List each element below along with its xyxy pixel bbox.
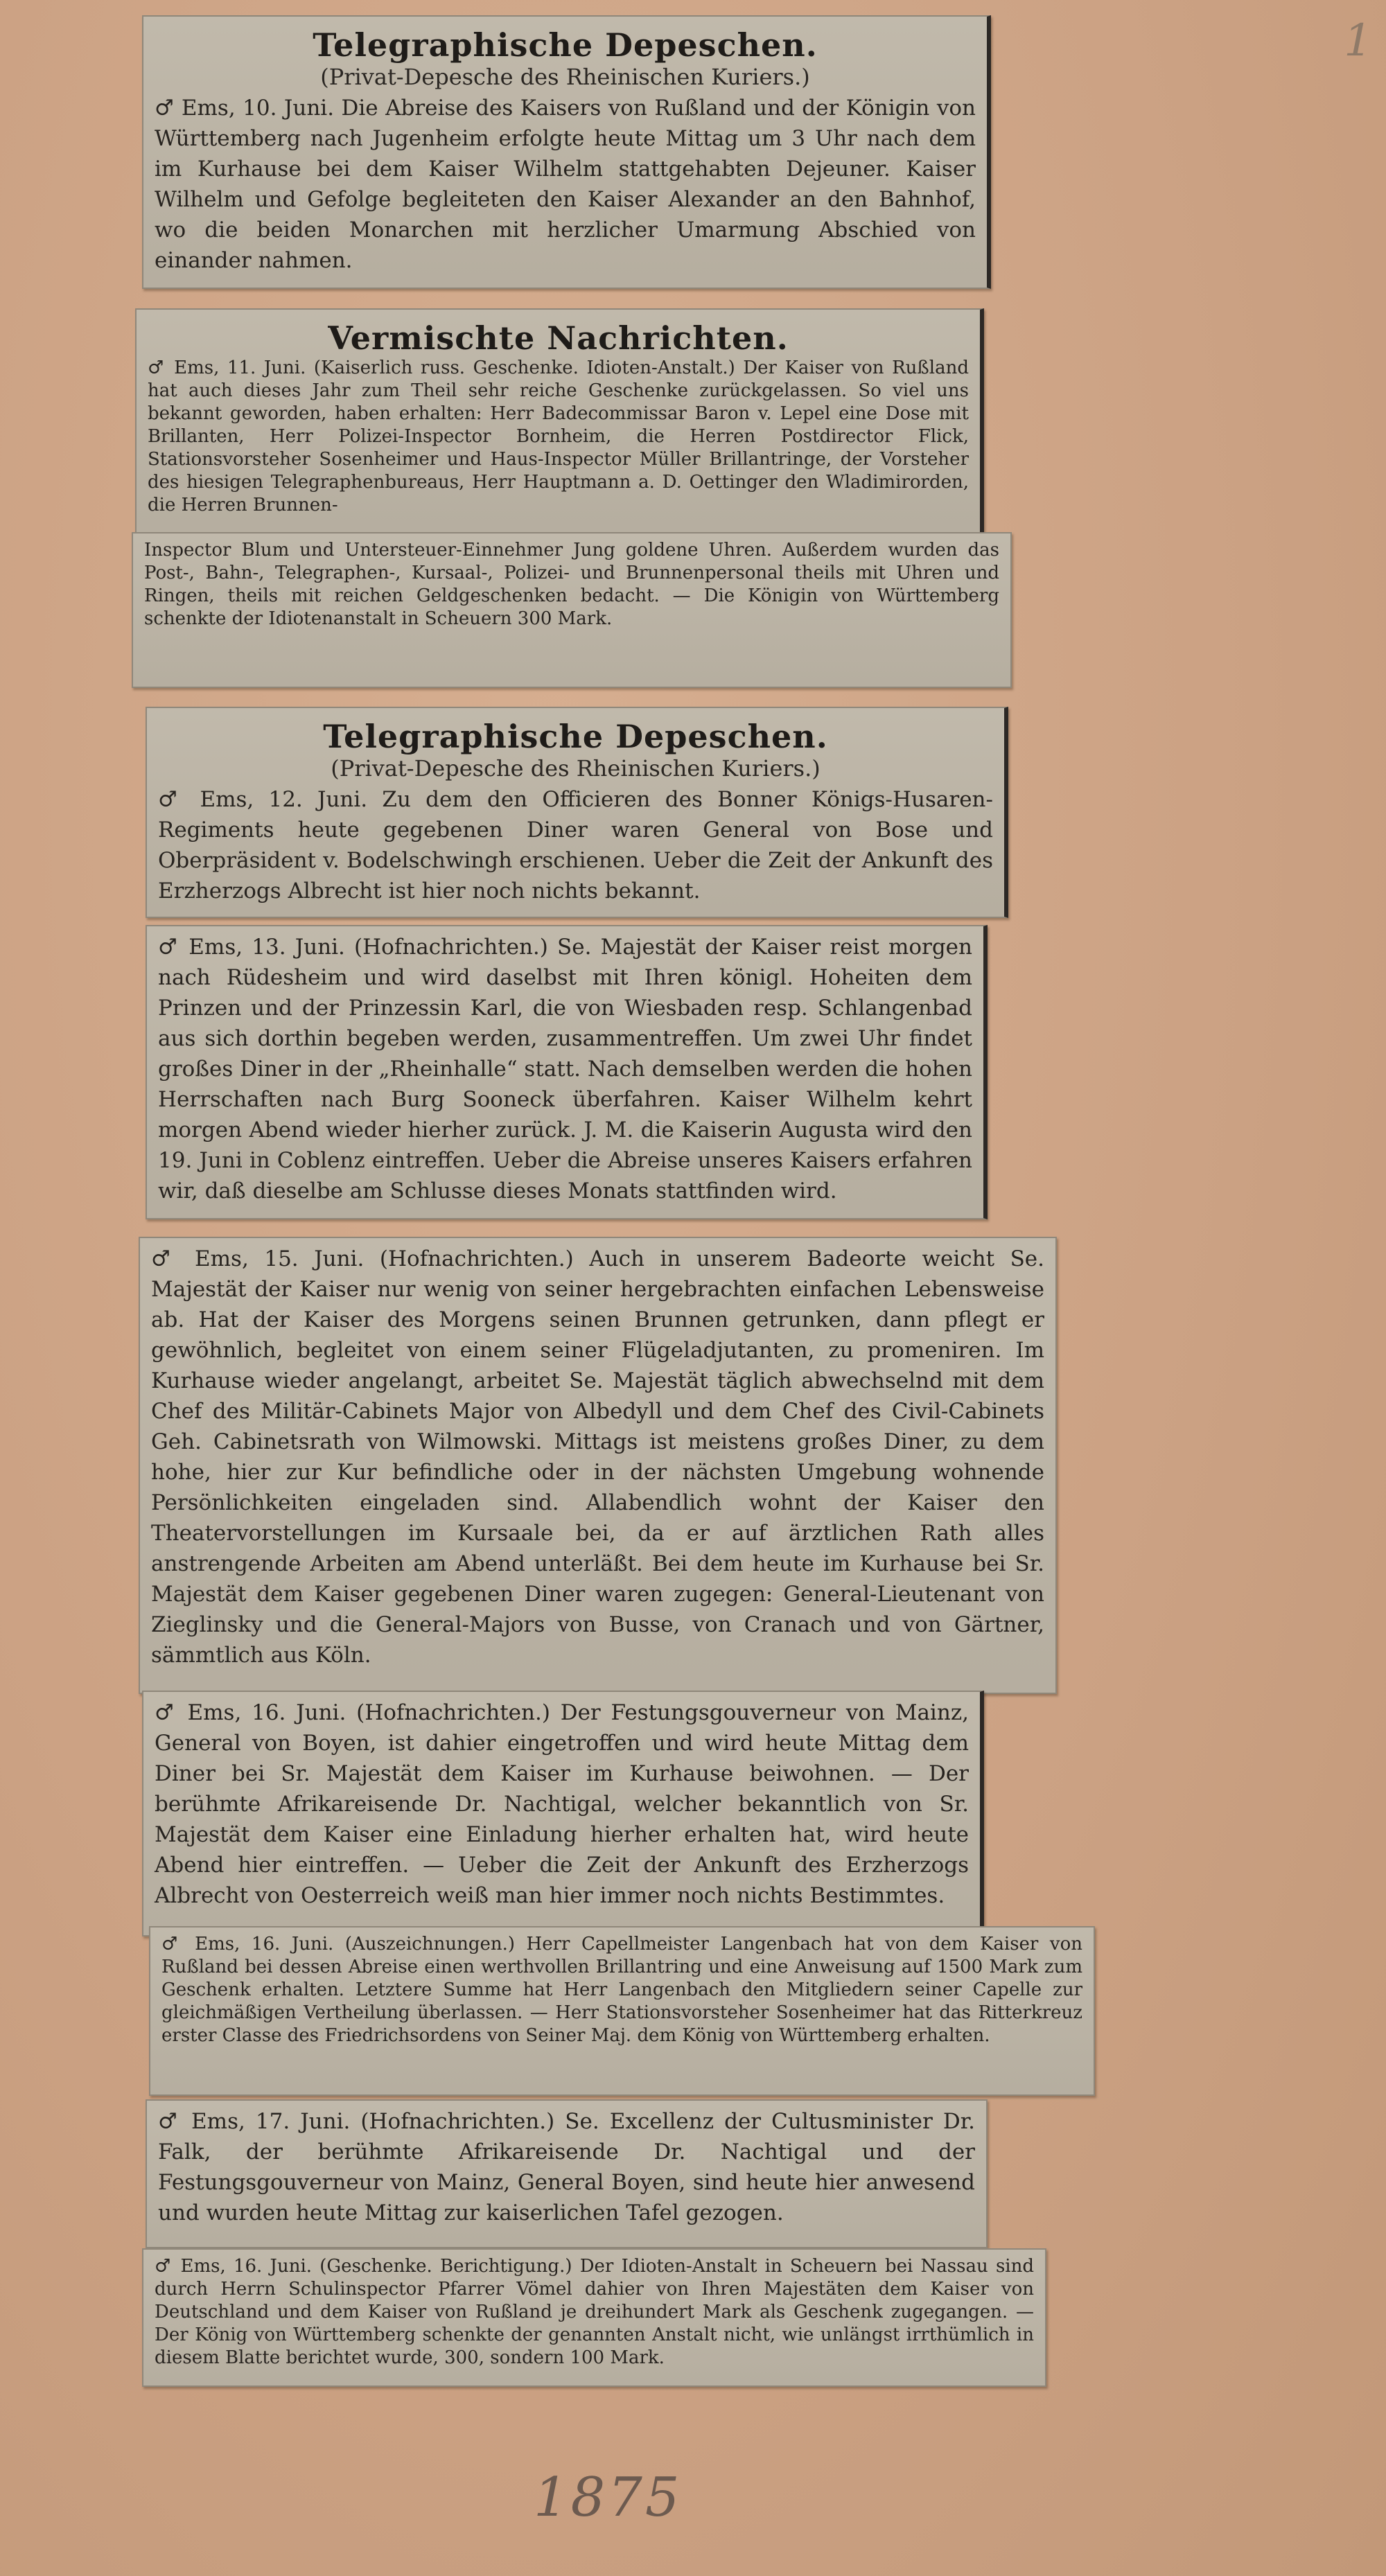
- page-number: 1: [1344, 15, 1372, 67]
- clipping-text: ♂ Ems, 10. Juni. Die Abreise des Kaisers von Rußland und der Königin von Württemberg nach Jugenheim erfolgte heute Mittag um 3 Uhr nach dem im Kurhause bei dem Kaiser Wilhelm stattgehabten Dejeuner. Kaiser Wilhelm und Gefolge begleiteten den Kaiser Alexander an den Bahnhof, wo die beiden Monarchen mit herzlicher Umarmung Abschied von einander nahmen.: [155, 96, 976, 273]
- clipping-text: ♂ Ems, 17. Juni. (Hofnachrichten.) Se. Excellenz der Cultusminister Dr. Falk, der berühmte Afrikareisende Dr. Nachtigal und der Festungsgouverneur von Mainz, General Boyen, sind heute hier anwesend und wurden heute Mittag zur kaiserlichen Tafel gezogen.: [158, 2109, 975, 2225]
- clipping-subheading: (Privat-Depesche des Rheinischen Kuriers.): [320, 64, 810, 90]
- handwritten-year: 1875: [534, 2467, 683, 2529]
- clipping-text: ♂ Ems, 11. Juni. (Kaiserlich russ. Geschenke. Idioten-Anstalt.) Der Kaiser von Rußland hat auch dieses Jahr zum Theil sehr reiche Geschenke zurückgelassen. So viel uns bekannt geworden, haben erhalten: Herr Badecommissar Baron v. Lepel eine Dose mit Brillanten, Herr Polizei-Inspector Bornheim, die Herren Postdirector Flick, Stationsvorsteher Sosenheimer und Haus-Inspector Müller Brillantringe, der Vorsteher des hiesigen Telegraphenbureaus, Herr Hauptmann a. D. Oettinger den Wladimirorden, die Herren Brunnen-: [148, 358, 969, 515]
- news-clipping: [146, 925, 988, 1219]
- news-clipping: [142, 1691, 984, 1937]
- clipping-subheading: (Privat-Depesche des Rheinischen Kuriers.): [331, 755, 821, 782]
- news-clipping: [132, 532, 1012, 688]
- clipping-text: ♂ Ems, 16. Juni. (Auszeichnungen.) Herr Capellmeister Langenbach hat von dem Kaiser von Rußland bei dessen Abreise einen werthvollen Brillantring und eine Anweisung auf 1500 Mark zum Geschenk erhalten. Letztere Summe hat Herr Langenbach den Mitgliedern seiner Capelle zur gleichmäßigen Vertheilung überlassen. — Herr Stationsvorsteher Sosenheimer hat das Ritterkreuz erster Classe des Friedrichsordens von Seiner Maj. dem König von Württemberg erhalten.: [161, 1934, 1082, 2046]
- news-clipping: [142, 2248, 1046, 2387]
- news-clipping: [139, 1237, 1057, 1694]
- news-clipping: [146, 707, 1008, 918]
- clipping-text: Inspector Blum und Untersteuer-Einnehmer Jung goldene Uhren. Außerdem wurden das Post-, Bahn-, Telegraphen-, Kursaal-, Polizei- und Brunnenpersonal theils mit Uhren und Ringen, theils mit reichen Geldgeschenken bedacht. — Die Königin von Württemberg schenkte der Idiotenanstalt in Scheuern 300 Mark.: [144, 540, 999, 629]
- news-clipping: [135, 308, 984, 533]
- news-clipping: [149, 1926, 1095, 2096]
- clipping-heading: Vermischte Nachrichten.: [328, 319, 789, 357]
- news-clipping: [146, 2099, 988, 2248]
- clipping-text: ♂ Ems, 16. Juni. (Geschenke. Berichtigung.) Der Idioten-Anstalt in Scheuern bei Nassau sind durch Herrn Schulinspector Pfarrer Vömel dahier von Ihren Majestäten dem Kaiser von Deutschland und dem Kaiser von Rußland je dreihundert Mark als Geschenk zugegangen. — Der König von Württemberg schenkte der genannten Anstalt nicht, wie unlängst irrthümlich in diesem Blatte berichtet wurde, 300, sondern 100 Mark.: [155, 2256, 1034, 2368]
- clipping-text: ♂ Ems, 15. Juni. (Hofnachrichten.) Auch in unserem Badeorte weicht Se. Majestät der Kaiser nur wenig von seiner hergebrachten einfachen Lebensweise ab. Hat der Kaiser des Morgens seinen Brunnen getrunken, dann pflegt er gewöhnlich, begleitet von einem seiner Flügeladjutanten, zu promeniren. Im Kurhause wieder angelangt, arbeitet Se. Majestät täglich abwechselnd mit dem Chef des Militär-Cabinets Major von Albedyll und dem Chef des Civil-Cabinets Geh. Cabinetsrath von Wilmowski. Mittags ist meistens großes Diner, zu dem hohe, hier zur Kur befindliche oder in der nächsten Umgebung wohnende Persönlichkeiten eingeladen sind. Allabendlich wohnt der Kaiser den Theatervorstellungen im Kursaale bei, da er auf ärztlichen Rath alles anstrengende Arbeiten am Abend unterläßt. Bei dem heute im Kurhause bei Sr. Majestät dem Kaiser gegebenen Diner waren zugegen: General-Lieutenant von Zieglinsky und die General-Majors von Busse, von Cranach und von Gärtner, sämmtlich aus Köln.: [151, 1246, 1044, 1668]
- news-clipping: [142, 15, 991, 289]
- clipping-text: ♂ Ems, 16. Juni. (Hofnachrichten.) Der Festungsgouverneur von Mainz, General von Boyen, ist dahier eingetroffen und wird heute Mittag dem Diner bei Sr. Majestät dem Kaiser im Kurhause beiwohnen. — Der berühmte Afrikareisende Dr. Nachtigal, welcher bekanntlich von Sr. Majestät dem Kaiser eine Einladung hierher erhalten hat, wird heute Abend hier eintreffen. — Ueber die Zeit der Ankunft des Erzherzogs Albrecht von Oesterreich weiß man hier immer noch nichts Bestimmtes.: [155, 1700, 969, 1908]
- clipping-heading: Telegraphische Depeschen.: [323, 718, 828, 755]
- clipping-text: ♂ Ems, 13. Juni. (Hofnachrichten.) Se. Majestät der Kaiser reist morgen nach Rüdesheim und wird daselbst mit Ihren königl. Hoheiten dem Prinzen und der Prinzessin Karl, die von Wiesbaden resp. Schlangenbad aus sich dorthin begeben werden, zusammentreffen. Um zwei Uhr findet großes Diner in der „Rheinhalle“ statt. Nach demselben werden die hohen Herrschaften nach Burg Sooneck überfahren. Kaiser Wilhelm kehrt morgen Abend wieder hierher zurück. J. M. die Kaiserin Augusta wird den 19. Juni in Coblenz eintreffen. Ueber die Abreise unseres Kaisers erfahren wir, daß dieselbe am Schlusse dieses Monats stattfinden wird.: [158, 935, 973, 1203]
- clipping-heading: Telegraphische Depeschen.: [313, 26, 818, 64]
- clipping-text: ♂ Ems, 12. Juni. Zu dem den Officieren des Bonner Königs-Husaren-Regiments heute gegebenen Diner waren General von Bose und Oberpräsident v. Bodelschwingh erschienen. Ueber die Zeit der Ankunft des Erzherzogs Albrecht ist hier noch nichts bekannt.: [158, 787, 993, 903]
